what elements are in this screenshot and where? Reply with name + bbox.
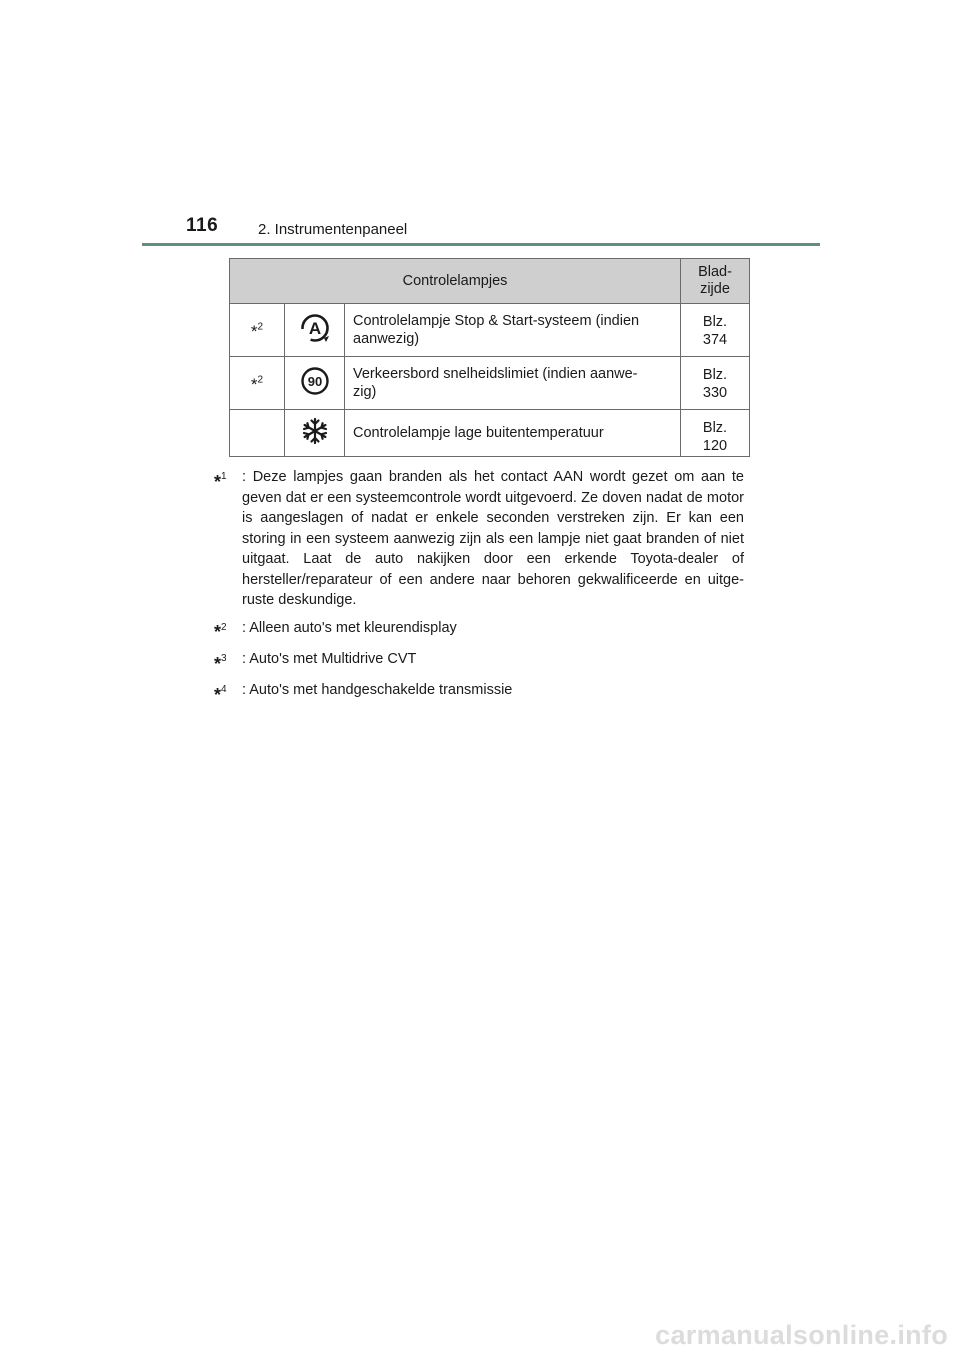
footnote-text: : Alleen auto's met kleurendisplay: [242, 619, 457, 636]
watermark: carmanualsonline.info: [655, 1320, 948, 1350]
section-title: 2. Instrumentenpaneel: [258, 221, 408, 238]
footnote: [214, 618, 744, 642]
lamp-icon-cell: [285, 410, 345, 457]
footnote: [214, 467, 744, 611]
lamp-description: Controlelampje Stop & Start-systeem (indien aanwezig): [345, 304, 681, 357]
column-header-page: [681, 259, 750, 304]
footnote-text: : Auto's met handgeschakelde transmissie: [242, 682, 513, 699]
footnote-text: : Auto's met Multidrive CVT: [242, 650, 417, 667]
lamp-icon-cell: [285, 357, 345, 410]
snowflake-icon: [301, 433, 329, 449]
footnote-mark: *$^2$: [214, 621, 227, 643]
lamp-icon-cell: [285, 304, 345, 357]
svg-text:A: A: [308, 319, 321, 338]
footnote-mark: *$^4$: [214, 684, 227, 705]
lamp-description: Verkeersbord snelheidslimiet (indien aanwe- zig): [345, 357, 681, 410]
speed-limit-sign-icon: [300, 374, 330, 400]
footnote-marker: *$^2$: [230, 304, 285, 357]
table-header-row: [230, 259, 750, 304]
lamp-description: Controlelampje lage buitentemperatuur: [345, 410, 681, 457]
page-reference: Blz. 330: [681, 357, 750, 410]
footnotes: [214, 467, 744, 711]
footnote-marker-empty: [230, 410, 285, 457]
footnote-text: : Deze lampjes gaan branden als het contact AAN wordt gezet om aan te geven dat er een systeemcontrole wordt uitgevoerd. Ze doven nadat de motor is aangeslagen of nadat er enkele seconden verstreken zijn. Er kan een storing in een systeem aanwezig zijn als een lampje niet gaat branden of niet uitgaat. Laat de auto nakijken door een erkende Toyota-dealer of hersteller/reparateur of een andere naar behoren gekwalificeerde en uitge-ruste deskundige.: [242, 469, 744, 608]
footnote-marker: *$^2$: [230, 357, 285, 410]
indicator-lamps-table: [229, 258, 750, 457]
table-row: [230, 410, 750, 457]
header-rule: [142, 243, 820, 246]
page-reference: Blz. 374: [681, 304, 750, 357]
footnote-mark: *$^3$: [214, 652, 227, 674]
page-number: 116: [186, 215, 219, 236]
auto-stop-start-icon: [300, 319, 330, 349]
page-reference: Blz. 120: [681, 410, 750, 457]
footnote: [214, 649, 744, 673]
table-row: [230, 357, 750, 410]
column-header-page-line2: zijde: [700, 281, 730, 297]
footnote: [214, 680, 744, 704]
table-row: [230, 304, 750, 357]
footnote-mark: *$^1$: [214, 471, 227, 492]
column-header-page-line1: Blad-: [698, 264, 732, 280]
svg-text:90: 90: [307, 374, 322, 389]
column-header-lamps: Controlelampjes: [230, 259, 681, 304]
